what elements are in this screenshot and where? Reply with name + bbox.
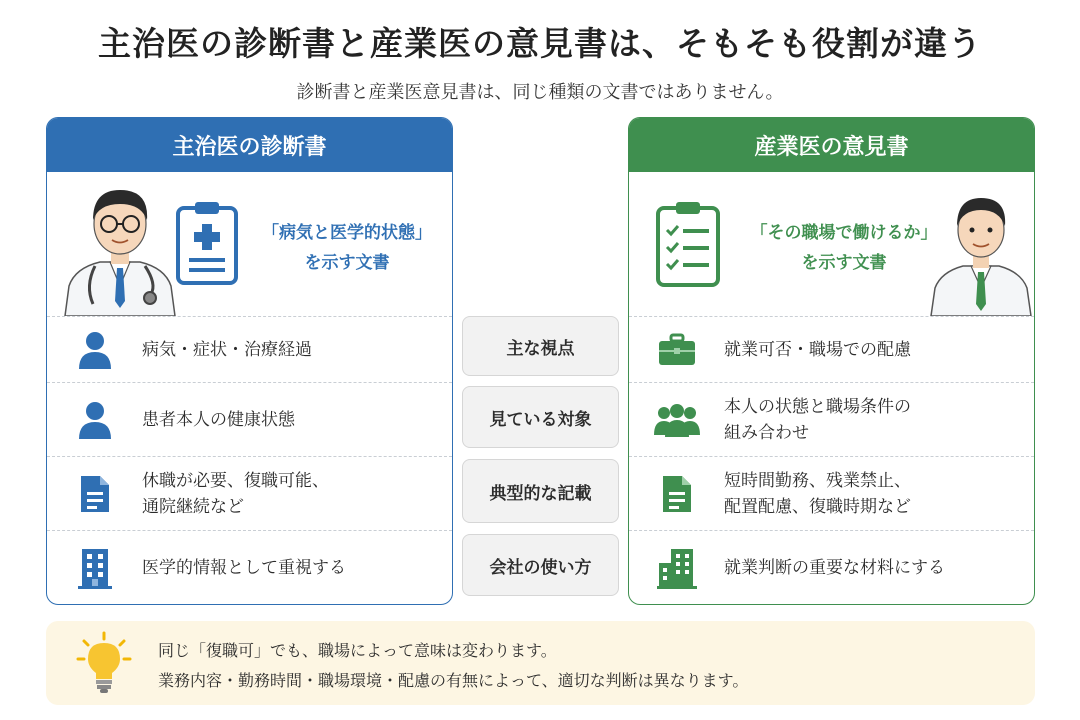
document-icon bbox=[661, 474, 693, 514]
opinion-quote-line1: 「その職場で働けるか」 bbox=[750, 223, 938, 243]
opinion-panel-header: 産業医の意見書 bbox=[629, 118, 1034, 172]
note-line2: 業務内容・勤務時間・職場環境・配慮の有無によって、適切な判断は異なります。 bbox=[158, 671, 749, 690]
doctor-icon bbox=[925, 186, 1035, 316]
opinion-row-line2: 組み合わせ bbox=[724, 422, 809, 443]
opinion-row-text: 就業判断の重要な材料にする bbox=[724, 558, 945, 578]
list-item bbox=[47, 457, 452, 531]
lightbulb-icon bbox=[76, 631, 132, 695]
diagnosis-panel-header: 主治医の診断書 bbox=[47, 118, 452, 172]
doctor-glasses-icon bbox=[55, 176, 185, 316]
diagnosis-row-line1: 休職が必要、復職可能、 bbox=[142, 470, 329, 491]
diagnosis-quote bbox=[247, 218, 447, 278]
diagnosis-row-line2: 通院継続など bbox=[142, 496, 244, 517]
diagnosis-quote-line1: 「病気と医学的状態」 bbox=[262, 223, 432, 243]
list-item bbox=[629, 457, 1034, 531]
diagnosis-quote-line2: を示す文書 bbox=[304, 253, 390, 273]
checklist-clipboard-icon bbox=[655, 200, 721, 288]
person-icon bbox=[77, 331, 113, 369]
center-label-perspective: 主な視点 bbox=[462, 316, 619, 376]
opinion-row-text: 就業可否・職場での配慮 bbox=[724, 339, 911, 360]
list-item bbox=[47, 383, 452, 457]
diagnosis-row-text: 医学的情報として重視する bbox=[142, 558, 346, 578]
note-line1: 同じ「復職可」でも、職場によって意味は変わります。 bbox=[158, 641, 557, 660]
opinion-row-line1: 短時間勤務、残業禁止、 bbox=[724, 470, 911, 491]
document-icon bbox=[79, 474, 111, 514]
center-label-subject: 見ている対象 bbox=[462, 386, 619, 448]
page-title: 主治医の診断書と産業医の意見書は、そもそも役割が違う bbox=[98, 24, 982, 63]
list-item bbox=[629, 317, 1034, 383]
diagnosis-row-text bbox=[142, 468, 329, 520]
note-box bbox=[46, 621, 1035, 705]
person-icon bbox=[77, 401, 113, 439]
diagnosis-row-text: 患者本人の健康状態 bbox=[142, 409, 295, 430]
group-icon bbox=[654, 403, 700, 437]
center-label-usage: 会社の使い方 bbox=[462, 534, 619, 596]
page-subtitle: 診断書と産業医意見書は、同じ種類の文書ではありません。 bbox=[296, 82, 784, 103]
list-item bbox=[47, 531, 452, 605]
opinion-row-text bbox=[724, 468, 911, 520]
office-building-icon bbox=[657, 547, 697, 589]
list-item bbox=[629, 531, 1034, 605]
opinion-panel bbox=[628, 117, 1035, 605]
center-label-content: 典型的な記載 bbox=[462, 459, 619, 523]
diagnosis-row-text: 病気・症状・治療経過 bbox=[142, 339, 312, 360]
opinion-row-line1: 本人の状態と職場条件の bbox=[724, 396, 911, 417]
diagnosis-panel bbox=[46, 117, 453, 605]
opinion-quote-line2: を示す文書 bbox=[801, 253, 887, 273]
opinion-hero bbox=[629, 172, 1034, 317]
medical-clipboard-icon bbox=[175, 200, 239, 286]
list-item bbox=[629, 383, 1034, 457]
list-item bbox=[47, 317, 452, 383]
opinion-row-text bbox=[724, 394, 911, 446]
diagnosis-hero bbox=[47, 172, 452, 317]
building-icon bbox=[78, 547, 112, 589]
opinion-row-line2: 配置配慮、復職時期など bbox=[724, 496, 911, 517]
briefcase-icon bbox=[657, 333, 697, 367]
